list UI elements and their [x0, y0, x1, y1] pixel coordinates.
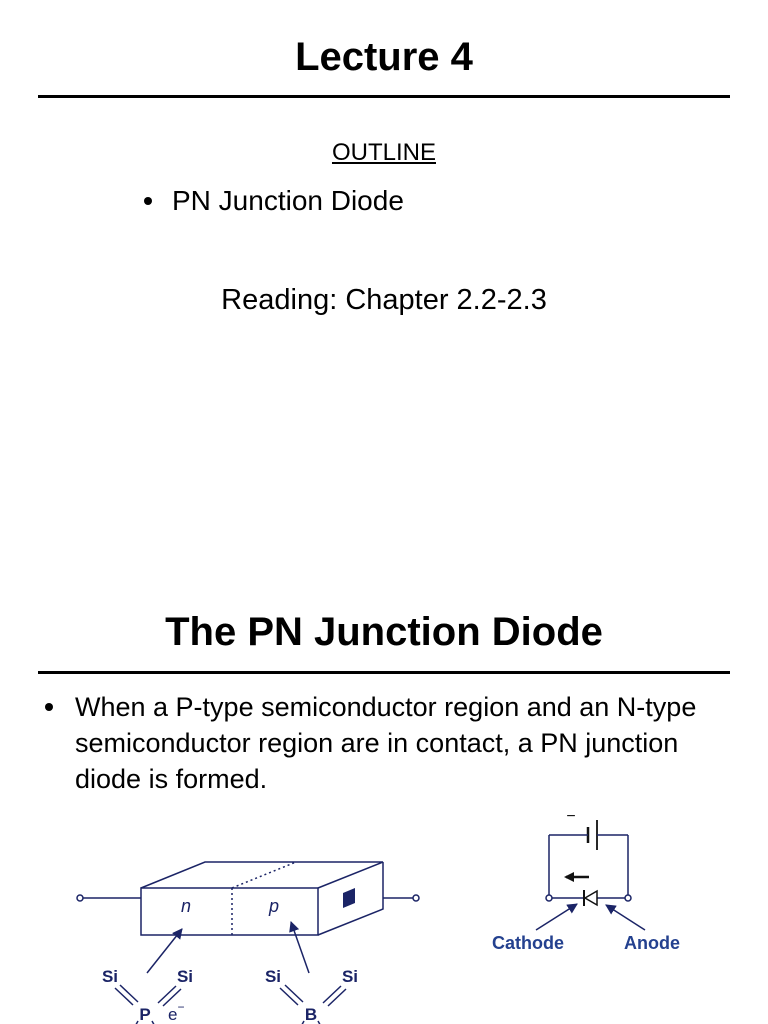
bond-line	[158, 986, 176, 1003]
outline-bullet-item	[143, 184, 543, 218]
left-terminal-icon	[77, 895, 83, 901]
p-region-pointer-arrow	[291, 922, 309, 973]
slide-2-title: The PN Junction Diode	[165, 610, 603, 654]
slide-1-title: Lecture 4	[295, 35, 473, 79]
p-region-label: p	[268, 896, 280, 916]
definition-bullet-item	[44, 689, 744, 797]
outline-bullet-text: PN Junction Diode	[172, 185, 404, 216]
junction-boundary-top	[232, 862, 296, 888]
block-front-face	[141, 888, 318, 935]
battery-polarity-sign: −	[566, 808, 576, 825]
block-top-face	[141, 862, 383, 888]
anode-label: Anode	[624, 933, 680, 953]
pn-junction-figure	[0, 800, 768, 1024]
bond-line	[328, 989, 346, 1006]
semiconductor-block	[77, 862, 419, 973]
bond-line	[285, 985, 303, 1002]
contact-pad-icon	[343, 888, 355, 908]
definition-line: diode is formed.	[75, 764, 268, 794]
acceptor-lattice	[265, 967, 358, 1024]
cathode-pointer-arrow	[536, 904, 577, 930]
boron-atom-label: B	[304, 1005, 318, 1024]
n-region-label: n	[180, 896, 192, 916]
bond-line	[280, 988, 298, 1005]
free-electron-label	[168, 1000, 184, 1024]
anode-pointer-arrow	[606, 905, 645, 930]
phosphorus-atom-label: P	[139, 1005, 151, 1024]
cathode-terminal-icon	[546, 895, 552, 901]
definition-bullet-text	[75, 689, 696, 797]
electron-charge-symbol: −	[177, 1000, 185, 1014]
diode-triangle-icon	[585, 891, 597, 905]
bond-line	[323, 986, 341, 1003]
cathode-label: Cathode	[492, 933, 564, 953]
reading-assignment: Reading: Chapter 2.2-2.3	[221, 284, 547, 316]
silicon-atom-label: Si	[341, 967, 359, 986]
anode-terminal-icon	[625, 895, 631, 901]
silicon-atom-label: Si	[101, 967, 119, 986]
bullet-icon	[144, 197, 152, 205]
bond-line	[115, 988, 133, 1005]
electron-symbol: e	[168, 1005, 178, 1024]
outline-heading: OUTLINE	[331, 139, 436, 166]
donor-lattice	[102, 967, 193, 1024]
silicon-atom-label: Si	[264, 967, 282, 986]
right-terminal-icon	[413, 895, 419, 901]
slide-1-title-rule	[38, 95, 730, 98]
bond-line	[120, 985, 138, 1002]
diode-circuit	[492, 808, 680, 953]
definition-line: semiconductor region are in contact, a PN junction	[75, 728, 679, 758]
silicon-atom-label: Si	[176, 967, 194, 986]
definition-line: When a P-type semiconductor region and an N-type	[75, 692, 697, 722]
slide-2-title-rule	[38, 671, 730, 674]
bullet-icon	[45, 703, 53, 711]
